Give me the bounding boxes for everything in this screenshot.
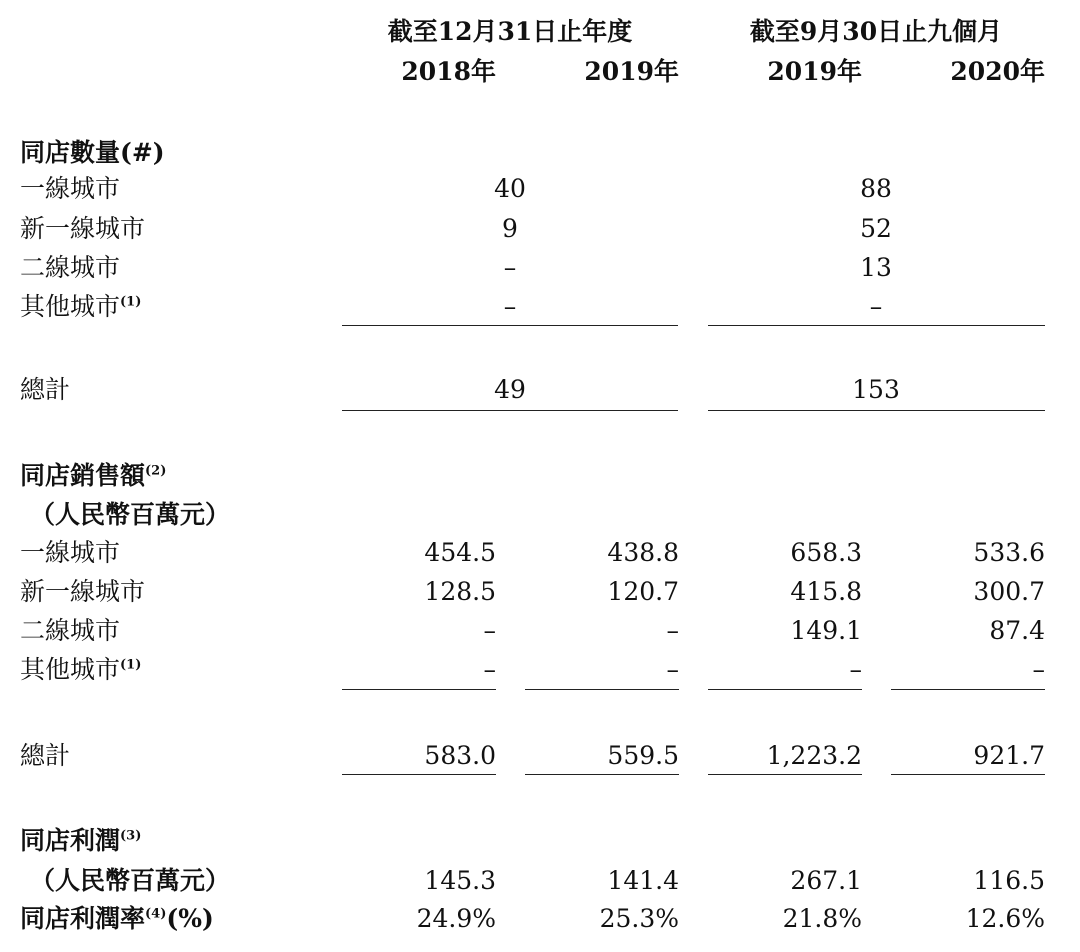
sales-total-value: 921.7 [973,741,1045,770]
total-rule [708,410,1045,411]
store-count-total-annual: 49 [494,375,526,404]
sales-value: – [849,655,862,684]
store-count-annual-value: 40 [494,174,526,203]
subtotal-rule [708,325,1045,326]
header-year-2020: 2020年 [950,57,1045,86]
margin-value: 24.9% [416,904,496,933]
total-label: 總計 [20,375,71,404]
margin-value: 12.6% [965,904,1045,933]
row-label: 其他城市$^{(1)}$ [20,655,142,684]
total-rule [342,774,496,775]
store-count-annual-value: – [503,253,517,282]
sales-value: – [666,655,679,684]
row-label: 一線城市 [20,174,121,203]
total-rule [342,410,678,411]
store-count-annual-value: – [503,292,517,321]
footnote-marker: (1) [120,294,142,310]
sales-value: 300.7 [973,577,1045,606]
row-label: 一線城市 [20,538,121,567]
sales-unit: （人民幣百萬元） [30,500,231,529]
store-count-nine-months-value: – [869,292,883,321]
footnote-marker: (2) [145,463,167,479]
sales-title: 同店銷售額$^{(2)}$ [20,461,167,490]
subtotal-rule [342,689,496,690]
sales-value: – [666,616,679,645]
sales-value: 454.5 [424,538,496,567]
profit-unit: （人民幣百萬元） [30,866,231,895]
sales-value: 87.4 [989,616,1045,645]
sales-value: 149.1 [790,616,862,645]
profit-value: 267.1 [790,866,862,895]
sales-value: – [483,655,496,684]
header-year-2019-annual: 2019年 [584,57,679,86]
subtotal-rule [342,325,678,326]
header-year-2019-nine-months: 2019年 [767,57,862,86]
header-year-2018: 2018年 [401,57,496,86]
sales-value: – [1032,655,1045,684]
sales-value: 128.5 [424,577,496,606]
row-label: 新一線城市 [20,214,146,243]
store-count-nine-months-value: 52 [860,214,892,243]
profit-value: 145.3 [424,866,496,895]
store-count-nine-months-value: 13 [860,253,892,282]
row-label: 二線城市 [20,253,121,282]
sales-value: 658.3 [790,538,862,567]
footnote-marker: (3) [120,828,142,844]
header-group-annual: 截至12月31日止年度 [387,17,633,46]
margin-value: 21.8% [782,904,862,933]
total-rule [525,774,679,775]
store-count-title: 同店數量(#) [20,138,165,167]
sales-value: – [483,616,496,645]
row-label: 二線城市 [20,616,121,645]
profit-value: 116.5 [973,866,1045,895]
sales-value: 120.7 [607,577,679,606]
store-count-nine-months-value: 88 [860,174,892,203]
subtotal-rule [525,689,679,690]
sales-value: 533.6 [973,538,1045,567]
subtotal-rule [708,689,862,690]
total-rule [891,774,1045,775]
sales-total-value: 583.0 [424,741,496,770]
sales-value: 415.8 [790,577,862,606]
row-label: 其他城市$^{(1)}$ [20,292,142,321]
margin-title: 同店利潤率$^{(4)}$(%) [20,904,214,933]
total-rule [708,774,862,775]
sales-total-value: 559.5 [607,741,679,770]
footnote-marker: (4) [145,906,167,922]
store-count-annual-value: 9 [502,214,518,243]
total-label: 總計 [20,741,71,770]
sales-total-value: 1,223.2 [766,741,862,770]
profit-value: 141.4 [607,866,679,895]
profit-title: 同店利潤$^{(3)}$ [20,826,142,855]
store-count-total-nine-months: 153 [852,375,900,404]
header-group-nine-months: 截至9月30日止九個月 [749,17,1003,46]
sales-value: 438.8 [607,538,679,567]
footnote-marker: (1) [120,657,142,673]
subtotal-rule [891,689,1045,690]
row-label: 新一線城市 [20,577,146,606]
margin-value: 25.3% [599,904,679,933]
